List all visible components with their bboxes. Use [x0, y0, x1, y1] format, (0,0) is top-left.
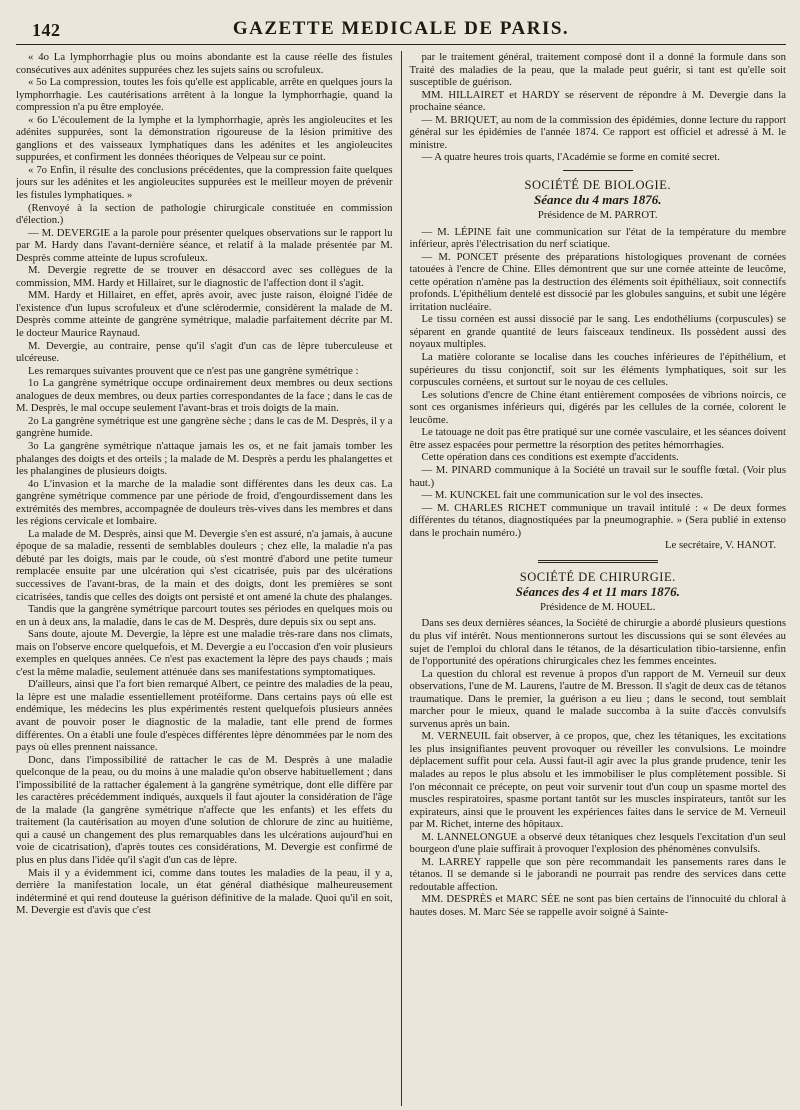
paragraph: MM. DESPRÈS et MARC SÉE ne sont pas bien certains de l'innocuité du chloral à hautes doses. M. Marc Sée se rappelle avoir soigné à Sainte- [409, 893, 786, 918]
page-number: 142 [32, 20, 61, 40]
paragraph: D'ailleurs, ainsi que l'a fort bien remarqué Albert, ce peintre des maladies de la peau, la lèpre est une maladie essentiellement protéiforme. Dans certains pays où elle est endémique, les médecins les plus expérimentés restent quelquefois plusieurs années avant de pouvoir poser le diagnostic de la maladie, tant elle prend de formes différentes. On a établi une foule d'espèces différentes lèpre dénommées par le nom des pays où elles prennent naissance. [16, 678, 393, 754]
section-title-chirurgie: SOCIÉTÉ DE CHIRURGIE. [519, 569, 676, 584]
paragraph: M. LANNELONGUE a observé deux tétaniques chez lesquels l'excitation d'un seul bourgeon d'une plaie suffirait à provoquer l'explosion des phénomènes convulsifs. [409, 830, 786, 856]
paragraph: — M. BRIQUET, au nom de la commission des épidémies, donne lecture du rapport général sur les épidémies de l'année 1874. Ce rapport est officiel et adressé à M. le ministre. [409, 113, 786, 151]
session-title-chirurgie: Séances des 4 et 11 mars 1876. [515, 584, 680, 600]
paragraph: M. Devergie, au contraire, pense qu'il s'agit d'un cas de lèpre tuberculeuse et ulcéreuse. [16, 339, 393, 365]
paragraph: Les remarques suivantes prouvent que ce n'est pas une gangrène symétrique : [28, 364, 359, 377]
paragraph: — M. KUNCKEL fait une communication sur le vol des insectes. [421, 489, 704, 502]
academy-continuation [410, 51, 787, 164]
societe-chirurgie-section [410, 571, 787, 919]
paragraph: Tandis que la gangrène symétrique parcourt toutes ses périodes en quelques mois ou en un à deux ans, la maladie, dans le cas de M. Desprès, dure depuis six ou sept ans. [16, 603, 393, 628]
paragraph: La malade de M. Desprès, ainsi que M. Devergie s'en est assuré, n'a jamais, à aucune époque de sa maladie, ressenti de semblables douleurs ; chez elle, la maladie n'a pas débuté par les doigts, mais par le coude, où s'est montré d'abord une petite tumeur remplacée ensuite par une ulcération qui s'est cicatrisée, puis par des ulcérations successives de l'avant-bras, de la main et des doigts, dont les premières se sont cicatrisées, tandis que celles des doigts ont persisté et ont amené la chute des phalanges. [16, 527, 393, 603]
paragraph: MM. HILLAIRET et HARDY se réservent de répondre à M. Devergie dans la prochaine séance. [409, 88, 786, 114]
paragraph: La matière colorante se localise dans les couches inférieures de l'épithélium, et supérieures du tissu conjonctif, soit sur les éléments lymphatiques, soit sur les corpuscules cornéens, et surtout sur le noyau de ces cellules. [409, 351, 786, 389]
paragraph: Le tatouage ne doit pas être pratiqué sur une cornée vasculaire, et les séances doivent être assez espacées pour permettre la résorption des petites hémorrhagies. [409, 426, 786, 451]
paragraph: Cette opération dans ces conditions est exempte d'accidents. [421, 451, 679, 464]
paragraph: (Renvoyé à la section de pathologie chirurgicale constituée en commission d'élection.) [16, 201, 393, 227]
paragraph: « 6o L'écoulement de la lymphe et la lymphorrhagie, après les angioleucites et les adénites suppurées, sont la démonstration rigoureuse de la lésion primitive des ganglions et des vaisseaux lymphatiques dans les adénites et les angioleucites suppurées, et confirment les données théoriques de Velpeau sur ce point. [16, 113, 393, 164]
paragraph: Dans ses deux dernières séances, la Société de chirurgie a abordé plusieurs questions du plus vif intérêt. Nous mentionnerons surtout les discussions qui se sont élevées au sujet de l'emploi du chloral dans le tétanos, de la désarticulation tibio-tarsienne, enfin de l'opportunité des opérations chirurgicales chez les femmes enceintes. [409, 617, 786, 668]
journal-title: GAZETTE MEDICALE DE PARIS. [232, 18, 570, 39]
paragraph: par le traitement général, traitement composé dont il a donné la formule dans son Traité des maladies de la peau, que la malade peut guérir, si tant est qu'elle soit susceptible de guérison. [409, 51, 786, 89]
paragraph: « 4o La lymphorrhagie plus ou moins abondante est la cause réelle des fistules consécutives aux adénites suppurées chez les sujets sains ou scrofuleux. [16, 51, 393, 76]
paragraph: — A quatre heures trois quarts, l'Académie se forme en comité secret. [421, 151, 720, 164]
section-divider-double [538, 560, 658, 563]
paragraph: 3o La gangrène symétrique n'attaque jamais les os, et ne fait jamais tomber les phalanges des doigts et des orteils ; la malade de M. Desprès a perdu les phalangettes et les phalangines de plusieurs doigts. [16, 439, 393, 478]
paragraph: — M. PONCET présente des préparations histologiques provenant de cornées tatouées à l'encre de Chine. Elles démontrent que sur une cornée atteinte de leucôme, cette opération n'amène pas la destruction des éléments soit épithéliaux, soit connectifs profonds. L'épithélium dentelé est dissocié par les globules sanguins, et subit une légère irritation nucléaire. [409, 250, 786, 313]
paragraph: Le tissu cornéen est aussi dissocié par le sang. Les endothéliums (corpuscules) se séparent en grande quantité de leurs faisceaux tendineux. Ils possèdent aussi des noyaux multiples. [409, 313, 786, 351]
presidence-biologie: Présidence de M. PARROT. [537, 209, 658, 222]
paragraph: — M. LÉPINE fait une communication sur l'état de la température du membre inférieur, après l'électrisation du nerf sciatique. [409, 225, 786, 251]
section-divider [563, 170, 633, 171]
paragraph: M. Devergie regrette de se trouver en désaccord avec ses collègues de la commission, MM. Hardy et Hillairet, sur le diagnostic de l'affection dont il s'agit. [16, 264, 393, 289]
paragraph: 4o L'invasion et la marche de la maladie sont différentes dans les deux cas. La gangrène symétrique commence par une période de froid, d'engourdissement dans les extrémités des membres, accompagnée de douleurs très-vives dans les membres et dans les régions cervicale et lombaire. [16, 477, 393, 528]
paragraph: 1o La gangrène symétrique occupe ordinairement deux membres ou deux sections analogues de deux membres, ou deux parties correspondantes de la face ; dans le cas de M. Desprès, le mal occupe seulement l'avant-bras et trois doigts de la main. [16, 377, 393, 415]
paragraph: 2o La gangrène symétrique est une gangrène sèche ; dans le cas de M. Desprès, il y a gangrène humide. [16, 414, 393, 440]
paragraph: Mais il y a évidemment ici, comme dans toutes les maladies de la peau, il y a, derrière la manifestation locale, un état général diathésique malheureusement indéterminé et qui rend douteuse la guérison définitive de la malade. Quoi qu'il en soit, M. Devergie est d'avis que c'est [16, 866, 393, 917]
right-column [401, 51, 787, 1106]
session-title-biologie: Séance du 4 mars 1876. [534, 192, 662, 208]
left-column [16, 51, 401, 1106]
paragraph: « 5o La compression, toutes les fois qu'elle est applicable, arrête en quelques jours la lymphorrhagie. Les cautérisations arrêtent à la longue la lymphorrhagie, quand la compression n'a pu être employée. [16, 76, 393, 114]
paragraph: MM. Hardy et Hillairet, en effet, après avoir, avec juste raison, éloigné l'idée de l'existence d'un lupus scrofuleux et d'une sclérodermie, considèrent la malade de M. Desprès comme atteinte de gangrène symétrique, maladie parfaitement décrite par M. le docteur Maurice Raynaud. [16, 289, 393, 340]
section-title-biologie: SOCIÉTÉ DE BIOLOGIE. [524, 177, 671, 192]
paragraph: La question du chloral est revenue à propos d'un rapport de M. Verneuil sur deux observations, l'une de M. Laurens, l'autre de M. Bresson. Il s'agit de deux cas de tétanos traumatique. Dans le premier, la guérison a eu lieu ; dans le second, tout semblait marcher pour le mieux, quand le malade succomba à la suite d'accès convulsifs survenus après un bain. [409, 667, 786, 730]
paragraph: M. LARREY rappelle que son père recommandait les pansements rares dans le tétanos. Il se demande si le jaborandi ne pourrait pas rendre des services dans cette redoutable affection. [409, 855, 786, 893]
paragraph: « 7o Enfin, il résulte des conclusions précédentes, que la compression faite quelques jours sur les adénites et les angioleucites suppurées est le meilleur moyen de prévenir les fistules lymphatiques. » [16, 163, 393, 202]
paragraph: — M. CHARLES RICHET communique un travail intitulé : « De deux formes différentes du tétanos, diagnostiquées par la pneumographie. » (Sera publié in extenso dans le prochain numéro.) [409, 501, 786, 539]
paragraph: — M. PINARD communique à la Société un travail sur le souffle fœtal. (Voir plus haut.) [409, 463, 786, 489]
paragraph: Les solutions d'encre de Chine étant entièrement composées de vibrions noircis, ce sont ces organismes inférieurs qui, digérés par les cellules de la cornée, colorent le leucôme. [409, 388, 786, 426]
secretary-signature: Le secrétaire, V. HANOT. [665, 539, 776, 552]
presidence-chirurgie: Présidence de M. HOUEL. [540, 600, 656, 613]
paragraph: — M. DEVERGIE a la parole pour présenter quelques observations sur le rapport lu par M. Hardy dans l'avant-dernière séance, et relatif à la malade présentée par M. Desprès comme atteinte de lupus scrofuleux. [16, 226, 393, 264]
societe-biologie-section [410, 179, 787, 552]
paragraph: Sans doute, ajoute M. Devergie, la lèpre est une maladie très-rare dans nos climats, mais on l'observe encore quelquefois, et M. Devergie a eu l'occasion d'en voir plusieurs exemples en quelques années. Ce n'est pas exactement la lèpre des pays chauds ; mais c'est la même maladie, seulement atténuée dans ses manifestations symptomatiques. [16, 628, 393, 678]
paragraph: Donc, dans l'impossibilité de rattacher le cas de M. Desprès à une maladie quelconque de la peau, ou du moins à une maladie qu'on observe habituellement ; dans l'impossibilité de la rattacher également à la gangrène symétrique, dont elle diffère par les caractères précédemment indiqués, auxquels il faut ajouter la considération de l'âge de la malade (la gangrène symétrique n'affecte que les enfants) et les effets du traitement (la cautérisation au moyen d'une solution de chlorure de zinc au huitième, qui a causé un changement des plus remarquables dans les ulcérations aujourd'hui en voie de cicatrisation), d'après toutes ces considérations, M. Devergie est confirmé de plus en plus dans l'idée qu'il s'agit d'un cas de lèpre. [16, 753, 393, 866]
page-header [16, 10, 786, 45]
paragraph: M. VERNEUIL fait observer, à ce propos, que, chez les tétaniques, les excitations les plus insignifiantes peuvent provoquer ou réveiller les convulsions. Le moindre déplacement suffit pour cela. Aussi faut-il agir avec la plus grande prudence, tenir les malades au repos le plus absolu et les immobiliser le plus complètement possible. Si l'on méconnait ce précepte, on peut voir survenir tout d'un coup un spasme mortel des muscles respiratoires, spasme portant tantôt sur les muscles inspirateurs, tantôt sur les expirateurs, ainsi que le prouvent les expériences faites dans le service de M. Verneuil par M. Richet, interne des hôpitaux. [409, 730, 786, 831]
text-columns [16, 51, 786, 1106]
